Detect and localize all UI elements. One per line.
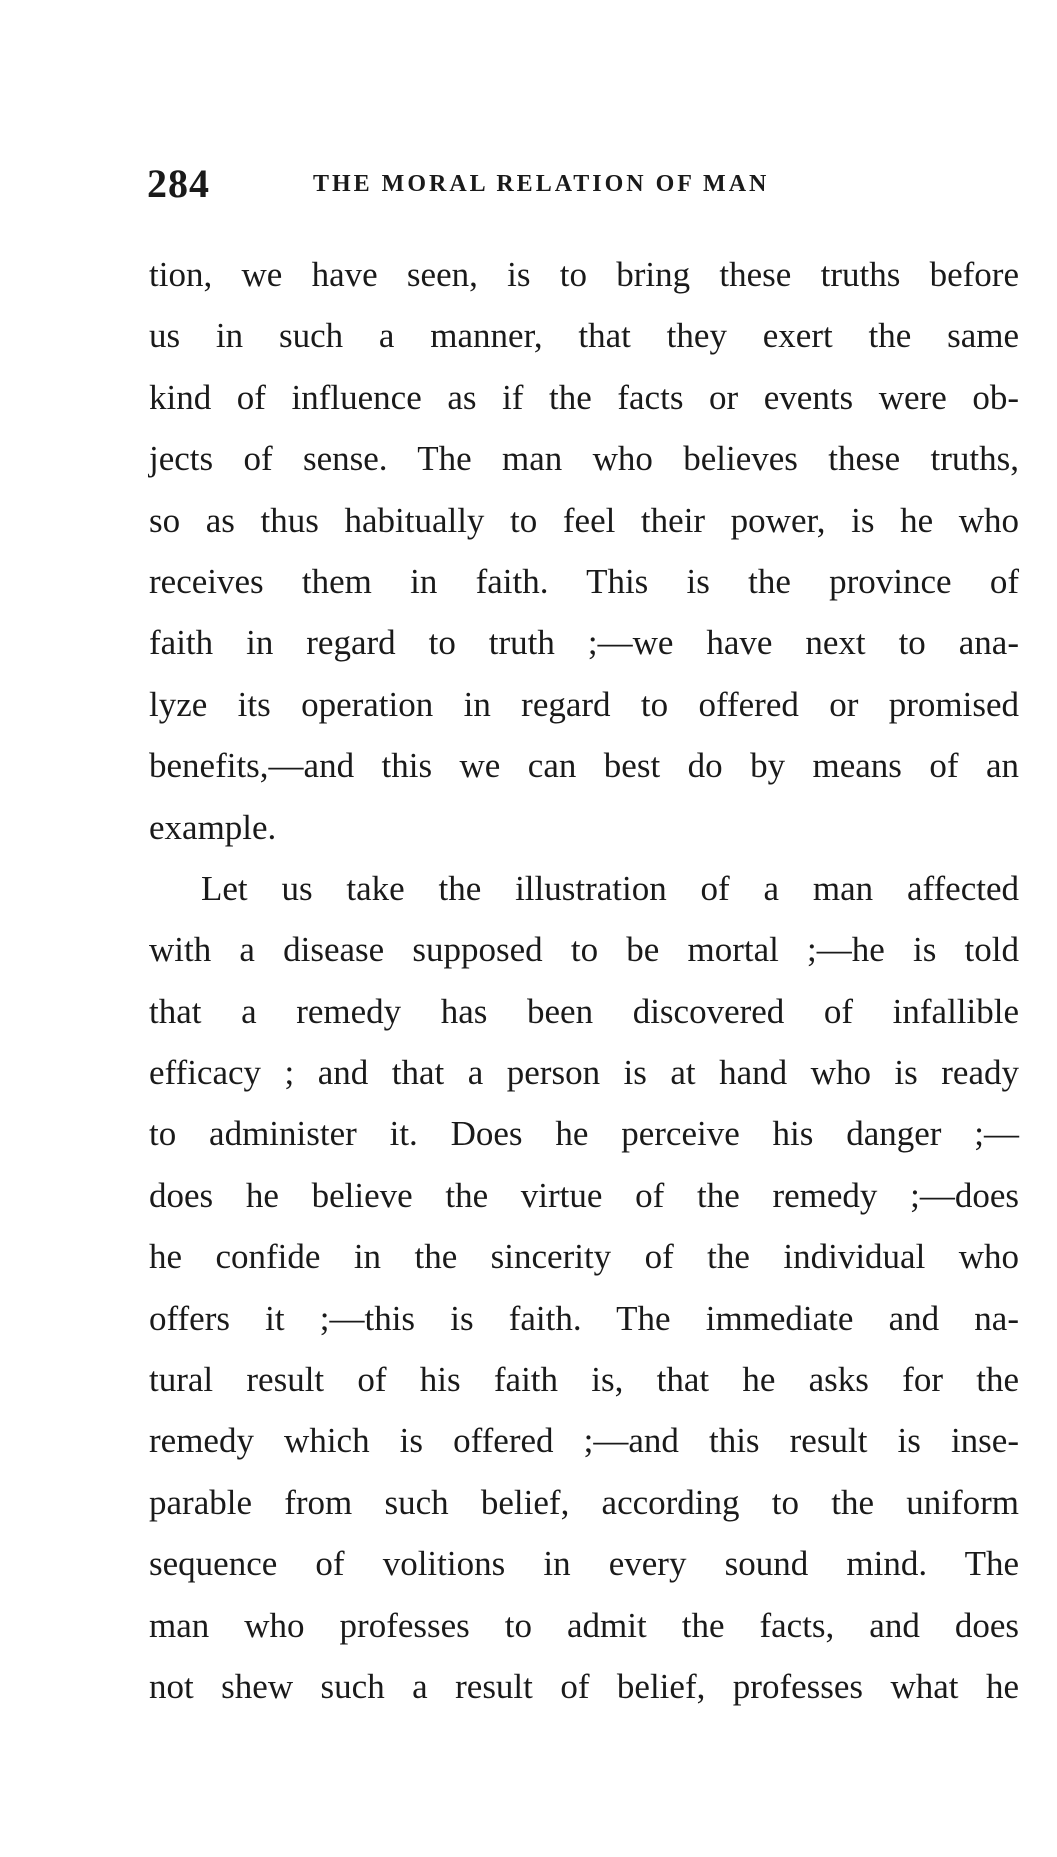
text-line: to administer it. Does he perceive his danger ;— <box>149 1114 1019 1154</box>
page-header <box>147 160 867 210</box>
text-line: parable from such belief, according to the uniform <box>149 1482 1019 1522</box>
text-line: tion, we have seen, is to bring these truths before <box>149 255 1019 294</box>
text-line: not shew such a result of belief, professes what he <box>149 1666 1019 1706</box>
text-line: tural result of his faith is, that he asks for the <box>149 1360 1019 1400</box>
text-line: man who professes to admit the facts, and does <box>149 1605 1019 1645</box>
text-line: Let us take the illustration of a man affected <box>201 868 1019 908</box>
text-line: so as thus habitually to feel their power, is he who <box>149 500 1019 540</box>
text-line: faith in regard to truth ;—we have next to ana- <box>149 623 1019 663</box>
running-title: THE MORAL RELATION OF MAN <box>313 171 770 197</box>
text-line: with a disease supposed to be mortal ;—he is told <box>149 930 1019 970</box>
body-text <box>149 244 1019 1717</box>
text-line: us in such a manner, that they exert the same <box>149 316 1019 356</box>
text-line: lyze its operation in regard to offered or promised <box>149 684 1019 724</box>
text-line: that a remedy has been discovered of infallible <box>149 991 1019 1031</box>
paragraph-1 <box>149 244 1019 858</box>
text-line: benefits,—and this we can best do by means of an <box>149 746 1019 786</box>
text-line: he confide in the sincerity of the individual who <box>149 1237 1019 1277</box>
text-line: efficacy ; and that a person is at hand who is ready <box>149 1053 1019 1093</box>
text-line: receives them in faith. This is the province of <box>149 561 1019 601</box>
text-line: sequence of volitions in every sound mind. The <box>149 1544 1019 1584</box>
text-line: remedy which is offered ;—and this result is inse- <box>149 1421 1019 1461</box>
text-line: kind of influence as if the facts or events were ob- <box>149 377 1019 417</box>
text-line: does he believe the virtue of the remedy ;—does <box>149 1175 1019 1215</box>
text-line: jects of sense. The man who believes these truths, <box>149 439 1019 479</box>
page-number: 284 <box>147 161 210 206</box>
text-line: offers it ;—this is faith. The immediate and na- <box>149 1298 1019 1338</box>
text-line: example. <box>149 807 277 847</box>
paragraph-2 <box>149 858 1019 1717</box>
